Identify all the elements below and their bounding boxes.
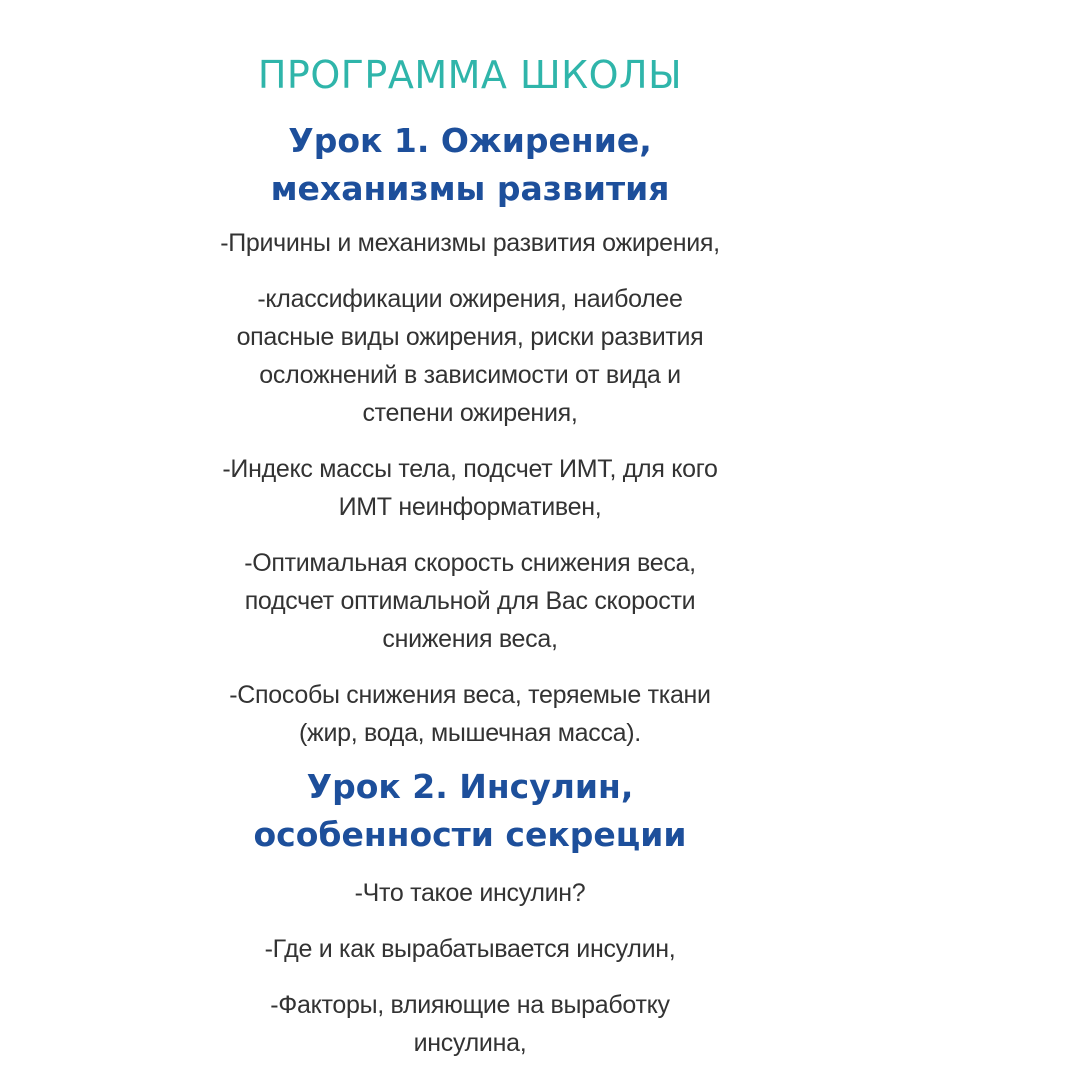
item-line: степени ожирения,	[362, 399, 578, 427]
lesson-2-heading	[150, 763, 790, 859]
item-line: подсчет оптимальной для Вас скорости	[244, 587, 696, 615]
heading-line: Урок 1. Ожирение,	[288, 121, 652, 160]
lesson-2-item	[150, 986, 790, 1062]
item-line: осложнений в зависимости от вида и	[259, 361, 681, 389]
lesson-2-item	[150, 930, 790, 968]
item-line: -Факторы, влияющие на выработку	[270, 991, 670, 1019]
lesson-1-heading	[150, 117, 790, 213]
item-line: -Причины и механизмы развития ожирения,	[220, 229, 720, 257]
program-content	[150, 50, 790, 1080]
heading-line: механизмы развития	[270, 169, 670, 208]
item-line: (жир, вода, мышечная масса).	[299, 719, 641, 747]
item-line: -Оптимальная скорость снижения веса,	[244, 549, 696, 577]
item-line: инсулина,	[413, 1029, 527, 1057]
lesson-1-item	[150, 544, 790, 658]
heading-line: Урок 2. Инсулин,	[306, 767, 634, 806]
heading-line: особенности секреции	[253, 815, 687, 854]
lesson-1-item	[150, 676, 790, 752]
lesson-1-item	[150, 280, 790, 432]
lesson-2-item	[150, 874, 790, 912]
item-line: -Способы снижения веса, теряемые ткани	[229, 681, 711, 709]
lesson-1-item	[150, 450, 790, 526]
item-line: -классификации ожирения, наиболее	[257, 285, 683, 313]
lesson-1-item	[150, 224, 790, 262]
item-line: ИМТ неинформативен,	[338, 493, 602, 521]
page-title: ПРОГРАММА ШКОЛЫ	[257, 53, 683, 97]
item-line: -Что такое инсулин?	[354, 879, 586, 907]
item-line: опасные виды ожирения, риски развития	[236, 323, 704, 351]
item-line: -Индекс массы тела, подсчет ИМТ, для кого	[222, 455, 718, 483]
item-line: снижения веса,	[382, 625, 558, 653]
item-line: -Где и как вырабатывается инсулин,	[264, 935, 676, 963]
